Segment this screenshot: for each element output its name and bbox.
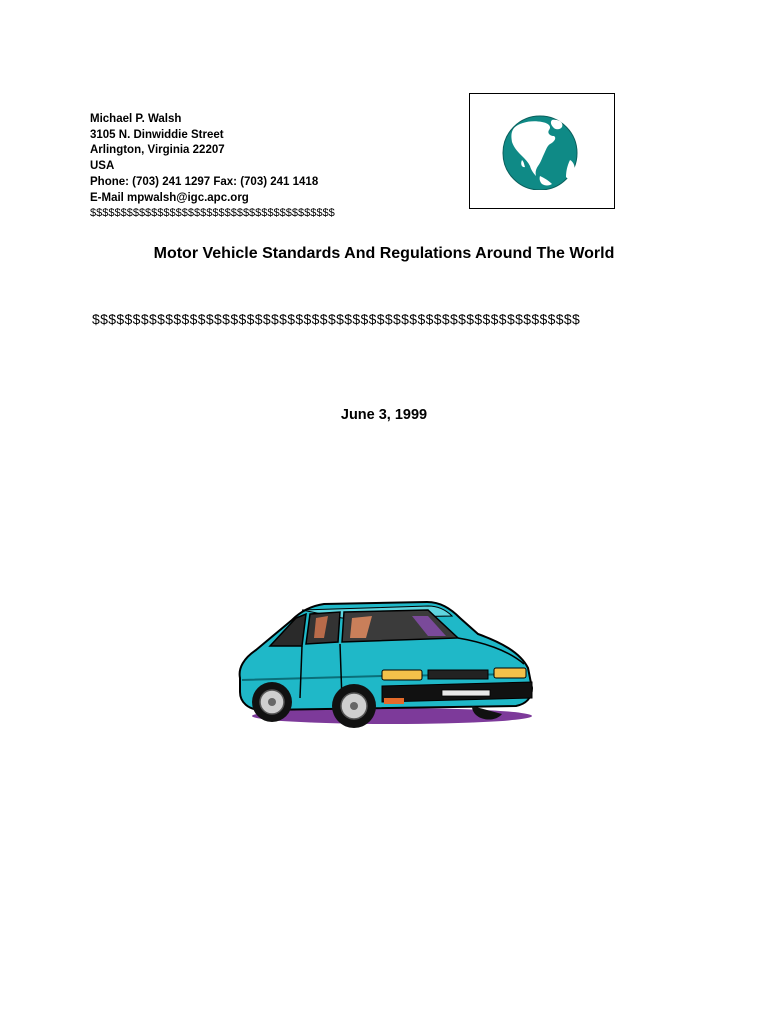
- address-dollar-rule: $$$$$$$$$$$$$$$$$$$$$$$$$$$$$$$$$$$$$$$$: [90, 207, 335, 220]
- sender-address-block: [90, 112, 335, 220]
- sender-street: 3105 N. Dinwiddie Street: [90, 128, 224, 141]
- title-dollar-separator: $$$$$$$$$$$$$$$$$$$$$$$$$$$$$$$$$$$$$$$$$$$$$$$$$$$$$$$$$$$$: [92, 311, 581, 327]
- document-date: June 3, 1999: [340, 407, 428, 423]
- globe-icon: [500, 114, 582, 190]
- document-title: Motor Vehicle Standards And Regulations Around The World: [153, 245, 615, 262]
- sender-country: USA: [90, 160, 115, 173]
- sender-city: Arlington, Virginia 22207: [90, 144, 225, 157]
- sender-name: Michael P. Walsh: [90, 113, 182, 125]
- car-illustration: [232, 598, 537, 738]
- sender-email: E-Mail mpwalsh@igc.apc.org: [90, 191, 249, 204]
- sender-phone-fax: Phone: (703) 241 1297 Fax: (703) 241 1418: [90, 175, 319, 188]
- globe-logo-frame: [469, 93, 615, 209]
